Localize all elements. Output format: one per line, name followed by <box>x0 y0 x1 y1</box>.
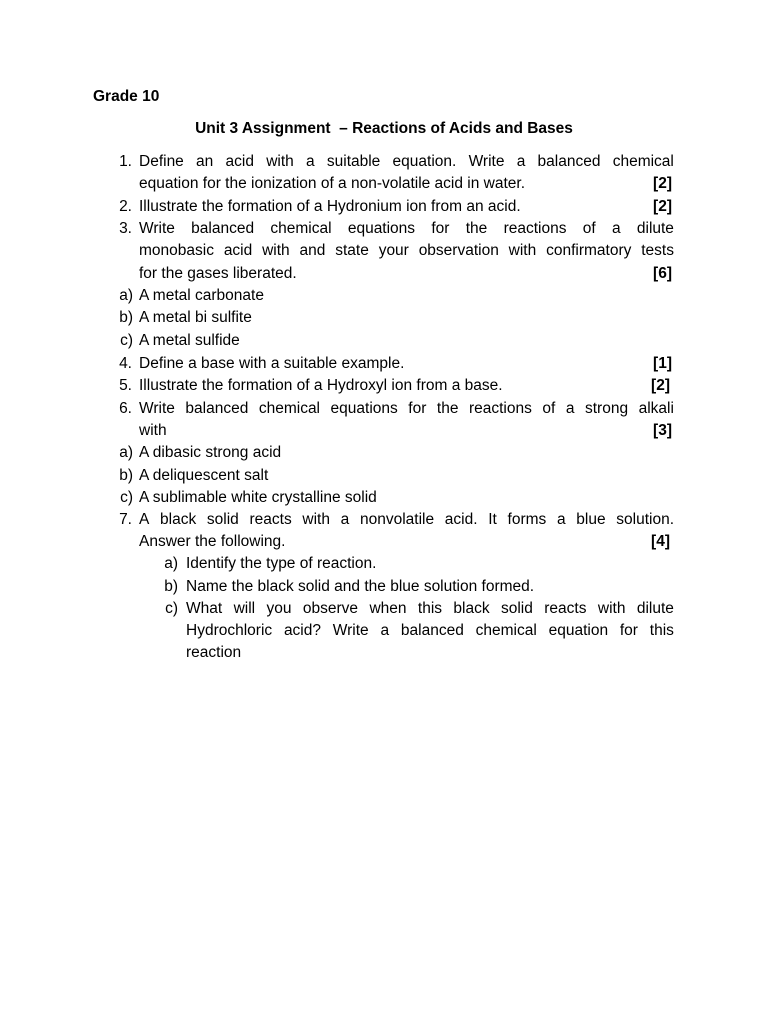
question-number: 5. <box>119 377 132 394</box>
sub-label: a) <box>119 444 133 461</box>
word: solid <box>206 511 239 528</box>
word: reacts <box>544 600 587 617</box>
word: alkali <box>638 400 674 417</box>
word: acid <box>223 242 253 259</box>
question-1-line-2: equation for the ionization of a non-volatile acid in water. <box>139 175 526 192</box>
assignment-title-text: Unit 3 Assignment – Reactions of Acids and Bases <box>195 120 573 137</box>
word: acid. <box>444 511 478 528</box>
word: with <box>302 511 330 528</box>
marks-badge: [1] <box>653 355 672 372</box>
word: solution. <box>616 511 674 528</box>
marks-badge: [2] <box>653 175 672 192</box>
question-number: 4. <box>119 355 132 372</box>
word: equations <box>330 400 398 417</box>
word: acid? <box>283 622 321 639</box>
word: for <box>619 622 638 639</box>
word: of <box>542 400 556 417</box>
question-3-line-1 <box>139 218 674 240</box>
word: Write <box>139 220 175 237</box>
word: balanced <box>191 220 255 237</box>
sub-label: b) <box>164 578 178 595</box>
marks-badge: [3] <box>653 422 672 439</box>
sub-text: A dibasic strong acid <box>139 444 282 461</box>
sub-label: c) <box>165 600 178 617</box>
word: dilute <box>636 220 674 237</box>
word: equation <box>548 622 609 639</box>
word: balanced <box>400 622 464 639</box>
word: black <box>160 511 197 528</box>
sub-text: A deliquescent salt <box>139 467 269 484</box>
word: a <box>611 220 621 237</box>
sub-label: c) <box>120 332 133 349</box>
word: It <box>488 511 497 528</box>
word: dilute <box>636 600 674 617</box>
word: forms <box>507 511 547 528</box>
word: equations <box>347 220 416 237</box>
sub-text: Name the black solid and the blue solution formed. <box>186 578 535 595</box>
word: observation <box>418 242 499 259</box>
word: Write <box>139 400 175 417</box>
sub-text: A metal bi sulfite <box>139 309 252 326</box>
word: balanced <box>537 153 601 170</box>
word: acid <box>225 153 254 170</box>
question-2-text: Illustrate the formation of a Hydronium ion from an acid. <box>139 198 521 215</box>
word: the <box>465 220 488 237</box>
word: the <box>436 400 459 417</box>
word: observe <box>302 600 359 617</box>
sub-text-line-2 <box>186 620 674 642</box>
word: for <box>408 400 427 417</box>
word: a <box>556 511 566 528</box>
marks-badge: [4] <box>651 533 670 550</box>
word: an <box>196 153 214 170</box>
word: with <box>508 242 537 259</box>
sub-label: b) <box>119 309 133 326</box>
word: for <box>431 220 450 237</box>
sub-text: A metal sulfide <box>139 332 240 349</box>
word: and <box>299 242 326 259</box>
question-number: 6. <box>119 400 132 417</box>
question-7-line-2: Answer the following. <box>139 533 286 550</box>
word: tests <box>641 242 674 259</box>
question-3-line-3: for the gases liberated. <box>139 265 297 282</box>
sub-label: a) <box>119 287 133 304</box>
word: with <box>262 242 290 259</box>
marks-badge: [2] <box>653 198 672 215</box>
word: confirmatory <box>546 242 632 259</box>
word: chemical <box>270 220 332 237</box>
word: balanced <box>185 400 249 417</box>
sub-label: a) <box>164 555 178 572</box>
word: Hydrochloric <box>186 622 273 639</box>
word: A <box>139 511 150 528</box>
question-number: 1. <box>119 153 132 170</box>
word: equation. <box>392 153 457 170</box>
word: chemical <box>258 400 321 417</box>
word: a <box>340 511 350 528</box>
word: suitable <box>326 153 381 170</box>
marks-badge: [6] <box>653 265 672 282</box>
marks-badge: [2] <box>651 377 670 394</box>
question-7-line-1 <box>139 509 674 531</box>
word: reacts <box>249 511 292 528</box>
word: a <box>306 153 315 170</box>
word: solid <box>500 600 533 617</box>
question-number: 3. <box>119 220 132 237</box>
word: Define <box>139 153 184 170</box>
question-4-text: Define a base with a suitable example. <box>139 355 405 372</box>
sub-label: b) <box>119 467 133 484</box>
question-1-line-1 <box>139 151 674 173</box>
word: will <box>233 600 256 617</box>
word: blue <box>576 511 606 528</box>
word: a <box>380 622 390 639</box>
word: a <box>516 153 526 170</box>
word: strong <box>584 400 629 417</box>
sub-text-line-3: reaction <box>186 644 242 661</box>
assignment-title <box>0 120 768 138</box>
word: state <box>335 242 369 259</box>
word: reactions <box>468 400 532 417</box>
word: this <box>417 600 443 617</box>
sub-text: A sublimable white crystalline solid <box>139 489 377 506</box>
word: chemical <box>612 153 674 170</box>
word: a <box>565 400 575 417</box>
word: chemical <box>475 622 537 639</box>
word: nonvolatile <box>359 511 435 528</box>
word: monobasic <box>139 242 214 259</box>
word: Write <box>332 622 369 639</box>
word: with <box>266 153 294 170</box>
question-6-line-2: with <box>139 422 167 439</box>
question-3-line-2 <box>139 240 674 262</box>
word: you <box>266 600 292 617</box>
question-5-text: Illustrate the formation of a Hydroxyl ion from a base. <box>139 377 503 394</box>
word: when <box>369 600 407 617</box>
word: of <box>582 220 596 237</box>
word: with <box>597 600 626 617</box>
sub-text: A metal carbonate <box>139 287 264 304</box>
word: Write <box>468 153 505 170</box>
word: reactions <box>503 220 567 237</box>
question-number: 2. <box>119 198 132 215</box>
sub-text: Identify the type of reaction. <box>186 555 377 572</box>
grade-heading: Grade 10 <box>93 88 160 105</box>
word: your <box>378 242 409 259</box>
sub-label: c) <box>120 489 133 506</box>
word: black <box>453 600 490 617</box>
question-6-line-1 <box>139 398 674 420</box>
word: What <box>186 600 223 617</box>
sub-text-line-1 <box>186 598 674 620</box>
question-number: 7. <box>119 511 132 528</box>
word: this <box>649 622 674 639</box>
